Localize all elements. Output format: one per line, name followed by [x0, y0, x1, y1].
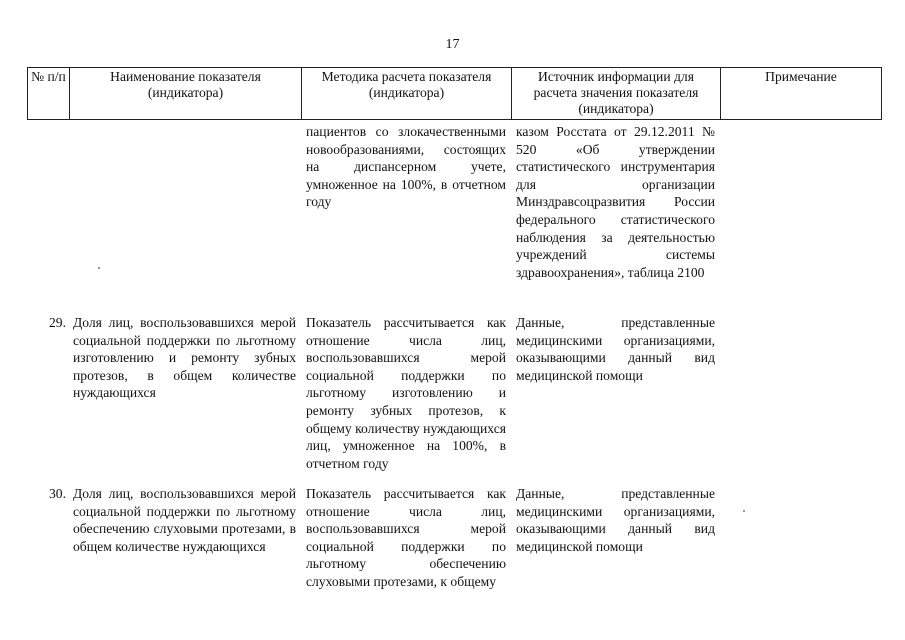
- continuation-source: казом Росстата от 29.12.2011 № 520 «Об утверждении статистического инструментария для организации Минздравсоцразвития России федерального статистического наблюдения за деятельностью учреждений системы здравоохранения», таблица 2100: [516, 124, 715, 280]
- header-source: Источник информации для расчета значения показателя (индикатора): [512, 68, 721, 120]
- header-num: № п/п: [28, 68, 70, 120]
- row-30-method: Показатель рассчитывается как отношение числа лиц, воспользовавшихся мерой социальной поддержки по льготному обеспечению слуховыми протезами, к общему: [306, 486, 506, 589]
- row-29-source: Данные, представленные медицинскими организациями, оказывающими данный вид медицинской помощи: [516, 315, 715, 383]
- row-29-method: Показатель рассчитывается как отношение числа лиц, воспользовавшихся мерой социальной поддержки по льготному изготовлению и ремонту зубных протезов, к общему количеству нуждающихся лиц, умноженное на 100%, в отчетном году: [306, 315, 506, 471]
- header-method: Методика расчета показателя (индикатора): [302, 68, 512, 120]
- row-30-name: Доля лиц, воспользовавшихся мерой социальной поддержки по льготному обеспечению слуховыми протезами, в общем количестве нуждающихся: [73, 486, 296, 554]
- continuation-method: пациентов со злокачественными новообразованиями, состоящих на диспансерном учете, умноженное на 100%, в отчетном году: [306, 124, 506, 210]
- table-header: [27, 67, 882, 120]
- row-30-num: 30.: [49, 486, 66, 501]
- header-row: [28, 68, 882, 120]
- header-name: Наименование показателя (индикатора): [70, 68, 302, 120]
- header-note: Примечание: [721, 68, 882, 120]
- page-number: 17: [445, 37, 460, 52]
- row-29-name: Доля лиц, воспользовавшихся мерой социальной поддержки по льготному изготовлению и ремонту зубных протезов, в общем количестве нуждающихся: [73, 315, 296, 401]
- row-29-num: 29.: [49, 315, 66, 330]
- scan-speck: [743, 510, 745, 512]
- row-30-source: Данные, представленные медицинскими организациями, оказывающими данный вид медицинской помощи: [516, 486, 715, 554]
- scan-speck: [98, 267, 100, 269]
